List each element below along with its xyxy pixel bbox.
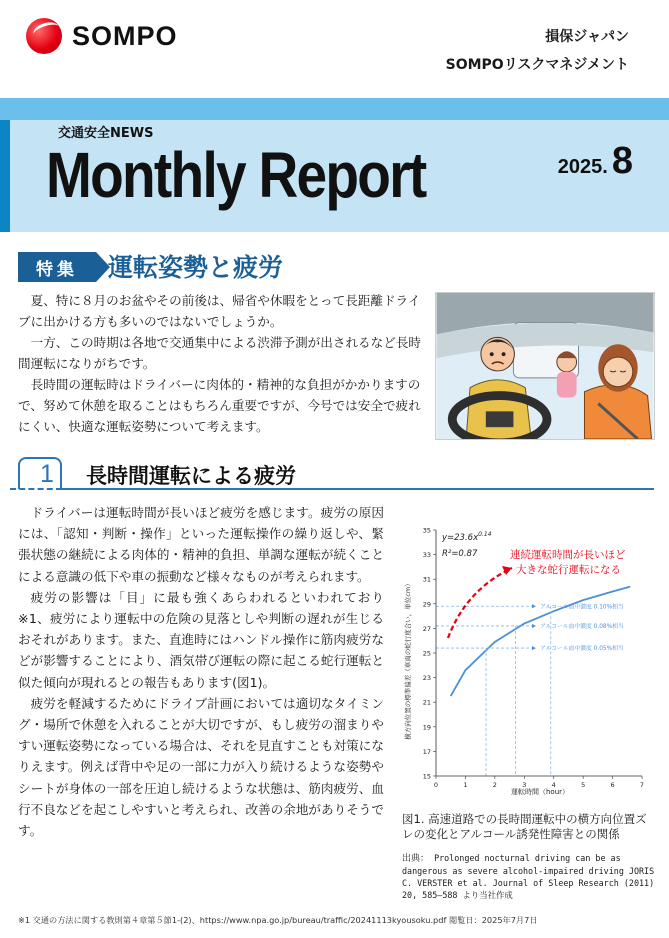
intro-text	[18, 290, 430, 437]
issue-month: 8	[611, 140, 633, 182]
x-tick-label: 0	[433, 781, 439, 789]
annotation-line2: 大きな蛇行運転になる	[516, 564, 621, 576]
y-tick-label: 19	[422, 723, 431, 732]
feature-title: 運転姿勢と疲労	[108, 253, 284, 282]
x-tick-label: 4	[551, 781, 556, 789]
banner-stripe	[0, 98, 669, 120]
y-tick-label: 31	[422, 575, 431, 584]
intro-paragraph: 夏、特に８月のお盆やその前後は、帰省や休暇をとって長距離ドライブに出かける方も多いのではないでしょうか。	[18, 293, 421, 329]
y-tick-label: 29	[422, 600, 431, 609]
equation-exponent: 0.14	[478, 531, 492, 538]
x-tick-label: 5	[581, 781, 586, 789]
reference-label: アルコール血中濃度 0.10%相当	[540, 604, 624, 611]
footnote: ※1 交通の方法に関する教則第４章第５節1-(2)、https://www.npa.go.jp/bureau/traffic/20241113kyousoku.pdf 閲覧日：2025年7月7日	[18, 915, 538, 925]
y-tick-label: 15	[422, 772, 431, 781]
y-tick-label: 21	[422, 698, 431, 707]
section-underline	[62, 488, 654, 490]
equation-base: y=23.6x	[442, 533, 479, 543]
x-tick-label: 2	[492, 781, 497, 789]
section-paragraph: ドライバーは運転時間が長いほど疲労を感じます。疲労の原因には、「認知・判断・操作」といった運転操作の繰り返しや、緊張状態の継続による肉体的・精神的負担、単調な運転が続くことによる意識の低下や車の振動など様々なものが考えられます。	[18, 505, 384, 584]
source-citation: Prolonged nocturnal driving can be as dangerous as severe alcohol-impaired driving JORIS C. VERSTER et al. Journal of Sleep Research (2011) 20, 585–588 より当社作成	[402, 853, 655, 900]
reference-label: アルコール血中濃度 0.05%相当	[540, 646, 624, 653]
annotation-line1: 連続運転時間が長いほど	[510, 549, 626, 561]
fatigue-curve	[451, 587, 631, 697]
figure-caption: 図1. 高速道路での長時間運転中の横方向位置ズレの変化とアルコール誘発性障害との関係	[402, 812, 647, 841]
sompo-logo	[26, 18, 178, 54]
reference-arrow	[532, 624, 536, 628]
fatigue-chart	[396, 520, 656, 810]
y-tick-label: 23	[422, 674, 431, 683]
section-number: 1	[40, 460, 54, 488]
section-title: 長時間運転による疲労	[86, 464, 296, 488]
driving-illustration	[435, 292, 655, 440]
regression-equation	[441, 531, 492, 543]
reference-arrow	[532, 604, 536, 608]
section-paragraph: 疲労を軽減するためにドライブ計画においては適切なタイミング・場所で休憩を入れることが大切ですが、もし疲労の溜まりやすい運転姿勢になっている場合は、それを見直すことも対策になりえます。例えば背中や足の一部に力が入り続けるような姿勢やシートが身体の一部を圧迫し続けるような状態は、筋肉疲労、血行不良などを起こしやすいと考えられ、改善の余地がありそうです。	[18, 695, 384, 839]
x-axis-label: 運転時間（hour）	[510, 788, 570, 796]
reference-label: アルコール血中濃度 0.08%相当	[540, 623, 624, 630]
sompo-logo-mark	[26, 18, 62, 54]
x-tick-label: 6	[610, 781, 615, 789]
section-body	[18, 502, 384, 841]
section-paragraph: 疲労の影響は「目」に最も強くあらわれるといわれており※1、疲労により運転中の危険の見落としや判断の遅れが生じるおそれがあります。また、直進時にはハンドル操作に筋肉疲労などが影響することにより、酒気帯び運転の際に起こる蛇行運転と似た傾向が現れるとの報告もあります(図1)。	[18, 589, 384, 690]
news-label: 交通安全NEWS	[58, 126, 154, 141]
brand-name: SOMPO	[72, 20, 178, 51]
y-tick-label: 35	[422, 526, 431, 535]
x-tick-label: 1	[463, 781, 468, 789]
intro-paragraph: 長時間の運転時はドライバーに肉体的・精神的な負担がかかりますので、努めて休憩を取ることはもちろん重要ですが、今号では安全で疲れにくい、快適な運転姿勢について考えます。	[18, 377, 421, 434]
trend-arrow	[448, 568, 512, 638]
issue-date	[558, 140, 633, 183]
y-tick-label: 25	[422, 649, 431, 658]
source-prefix: 出典：	[402, 854, 430, 864]
company-name-1: 損保ジャパン	[545, 29, 629, 45]
company-name-2: SOMPOリスクマネジメント	[445, 57, 629, 73]
trend-arrowhead	[502, 566, 512, 575]
reference-arrow	[532, 646, 536, 650]
figure-source	[402, 852, 662, 901]
x-tick-label: 7	[639, 781, 645, 789]
y-tick-label: 33	[422, 551, 431, 560]
x-tick-label: 3	[522, 781, 527, 789]
y-tick-label: 27	[422, 624, 431, 633]
issue-year: 2025.	[557, 156, 608, 178]
feature-tag: 特集	[18, 252, 96, 282]
y-tick-label: 17	[422, 747, 431, 756]
report-title: Monthly Report	[46, 139, 426, 211]
intro-paragraph: 一方、この時期は各地で交通集中による渋滞予測が出されるなど長時間運転になりがちです。	[18, 335, 421, 371]
banner-accent	[0, 120, 10, 232]
y-axis-label: 横方向位置の標準偏差（車両の蛇行度合い，単位cm）	[404, 580, 412, 740]
r-squared: R²=0.87	[442, 549, 478, 559]
